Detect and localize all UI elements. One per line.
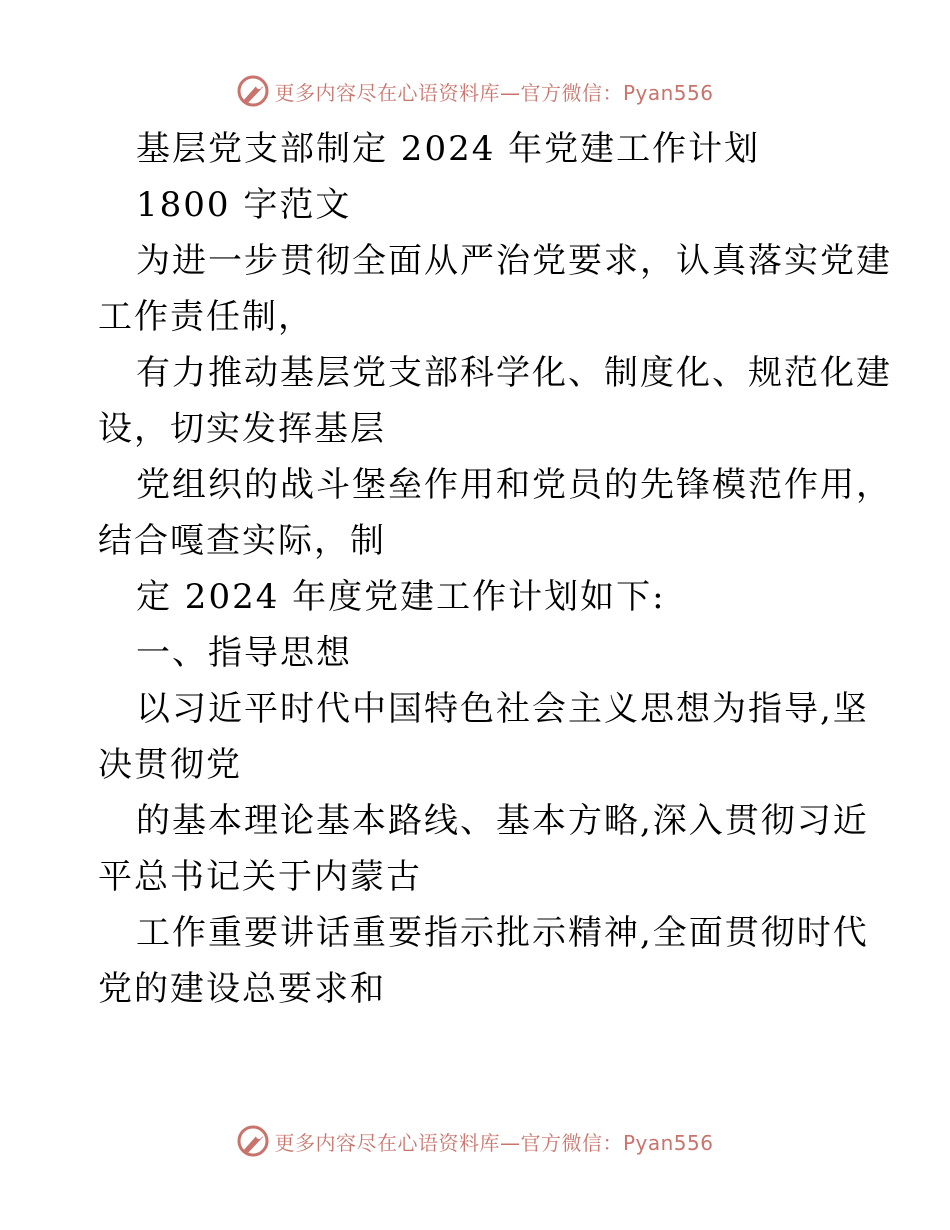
watermark-text: 更多内容尽在心语资料库—官方微信：Pyan556: [274, 1130, 714, 1155]
paragraph-line: 定 2024 年度党建工作计划如下:: [136, 577, 666, 617]
pen-nib-logo-icon: [236, 74, 270, 108]
doc-title-line-1: 基层党支部制定 2024 年党建工作计划: [136, 129, 761, 169]
paragraph-line: 决贯彻党: [98, 745, 242, 785]
paragraph-line: 平总书记关于内蒙古: [98, 857, 422, 897]
pen-nib-logo-icon: [236, 1124, 270, 1158]
footer-watermark: [0, 1121, 950, 1161]
paragraph-line: 设，切实发挥基层: [98, 409, 386, 449]
doc-title-line-2: 1800 字范文: [136, 185, 352, 225]
section-heading: 一、指导思想: [136, 633, 352, 673]
watermark-text: 更多内容尽在心语资料库—官方微信：Pyan556: [274, 80, 714, 105]
header-watermark: [0, 71, 950, 111]
paragraph-line: 工作责任制，: [98, 297, 314, 337]
paragraph-line: 的基本理论基本路线、基本方略,深入贯彻习近: [136, 801, 869, 841]
paragraph-line: 工作重要讲话重要指示批示精神,全面贯彻时代: [136, 913, 869, 953]
paragraph-line: 结合嘎查实际，制: [98, 521, 386, 561]
paragraph-line: 有力推动基层党支部科学化、制度化、规范化建: [136, 353, 892, 393]
paragraph-line: 为进一步贯彻全面从严治党要求，认真落实党建: [136, 241, 892, 281]
paragraph-line: 党组织的战斗堡垒作用和党员的先锋模范作用，: [136, 465, 892, 505]
document-body: [98, 124, 892, 1020]
paragraph-line: 以习近平时代中国特色社会主义思想为指导,坚: [136, 689, 869, 729]
paragraph-line: 党的建设总要求和: [98, 969, 386, 1009]
